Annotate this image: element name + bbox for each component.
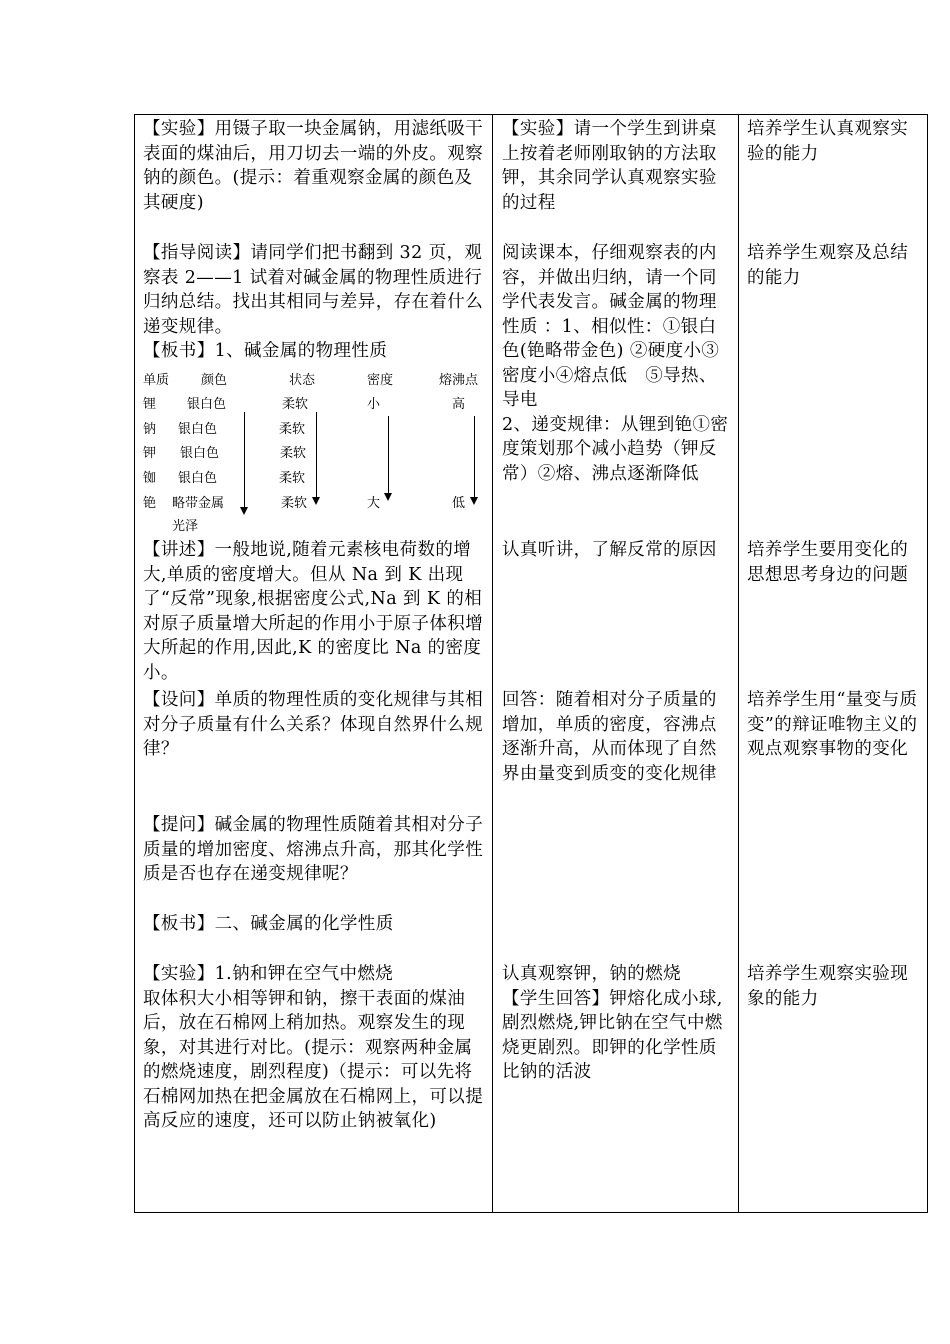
lecture-teacher-text: 【讲述】一般地说,随着元素核电荷数的增大,单质的密度增大。但从 Na 到 K 出现了“反常”现象,根据密度公式,Na 到 K 的相对原子质量增大所起的作用小于原子体积增大所起的作用,因此,K 的密度比 Na 的密度小。 [143,540,484,683]
row-na-element: 钠 [143,422,157,437]
header-element: 单质 [143,373,170,388]
header-density: 密度 [367,373,394,388]
row-rb-element: 铷 [143,471,157,486]
color-trend-arrow [244,412,245,508]
row-na-state: 柔软 [279,422,306,437]
row-cs-color: 略带金属 [172,496,225,511]
row-k-color: 银白色 [180,446,220,461]
column-divider-2 [738,114,739,1213]
experiment2-teacher-text: 【实验】1.钠和钾在空气中燃烧 取体积大小相等钾和钠，擦干表面的煤油后，放在石棉网上稍加热。观察发生的现象，对其进行对比。(提示：观察两种金属的燃烧速度，剧烈程度)（提示：可以先将石棉网加热在把金属放在石棉网上，可以提高反应的速度，还可以防止钠被氧化) [143,964,484,1131]
row-li-color: 银白色 [187,397,227,412]
experiment2-goal-text: 培养学生观察实验现象的能力 [747,964,909,1009]
lecture-student-text: 认真听讲，了解反常的原因 [502,540,717,560]
column-divider-1 [492,114,493,1213]
row-cs-state: 柔软 [281,496,308,511]
row-cs-color-continued: 光泽 [172,519,199,534]
experiment2-student-text: 认真观察钾，钠的燃烧 【学生回答】钾熔化成小球,剧烈燃烧,钾比钠在空气中燃烧更剧烈。即钾的化学性质比钠的活波 [502,964,723,1082]
row-li-element: 锂 [143,397,157,412]
lecture-goal-text: 培养学生要用变化的思想思考身边的问题 [747,540,909,585]
experiment1-goal-text: 培养学生认真观察实验的能力 [747,119,909,164]
melting-trend-arrow [474,416,475,498]
row-li-state: 柔软 [282,397,309,412]
board2-teacher-text: 【板书】二、碱金属的化学性质 [143,914,394,934]
question-student-text: 回答：随着相对分子质量的增加，单质的密度，容沸点逐渐升高，从而体现了自然界由量变到质变的变化规律 [502,690,717,784]
row-k-element: 钾 [143,446,157,461]
row-li-melting: 高 [452,397,466,412]
question-teacher-text: 【设问】单质的物理性质的变化规律与其相对分子质量有什么关系？体现自然界什么规律？ [143,690,484,759]
row-k-state: 柔软 [280,446,307,461]
state-trend-arrow [316,412,317,498]
header-state: 状态 [289,373,316,388]
density-trend-arrow [388,416,389,494]
row-cs-density: 大 [367,496,381,511]
question-goal-text: 培养学生用“量变与质变”的辩证唯物主义的观点观察事物的变化 [747,690,918,759]
row-li-density: 小 [367,397,381,412]
reading-student-text: 阅读课本，仔细观察表的内容，并做出归纳，请一个同学代表发言。碱金属的物理性质 ：1、相似性：①银白色(铯略带金色) ②硬度小③密度小④熔点低 ⑤导热、导电 2、递变规律：从锂到铯①密度策划那个减小趋势（钾反常）②熔、沸点逐渐降低 [502,243,729,484]
row-cs-element: 铯 [143,496,157,511]
reading-goal-text: 培养学生观察及总结的能力 [747,243,909,288]
header-melting: 熔沸点 [439,373,479,388]
row-na-color: 银白色 [178,422,218,437]
experiment1-teacher-text: 【实验】用镊子取一块金属钠，用滤纸吸干表面的煤油后，用刀切去一端的外皮。观察钠的颜色。(提示：着重观察金属的颜色及其硬度) [143,119,484,213]
header-color: 颜色 [201,373,228,388]
row-rb-state: 柔软 [279,471,306,486]
experiment1-student-text: 【实验】请一个学生到讲桌上按着老师刚取钠的方法取钾，其余同学认真观察实验的过程 [502,119,717,213]
row-rb-color: 银白色 [178,471,218,486]
reading-teacher-text: 【指导阅读】请同学们把书翻到 32 页，观察表 2——1 试着对碱金属的物理性质进行归纳总结。找出其相同与差异，存在着什么递变规律。 【板书】1、碱金属的物理性质 [143,243,484,361]
ask-teacher-text: 【提问】碱金属的物理性质随着其相对分子质量的增加密度、熔沸点升高，那其化学性质是否也存在递变规律呢？ [143,815,484,884]
row-cs-melting: 低 [452,496,466,511]
